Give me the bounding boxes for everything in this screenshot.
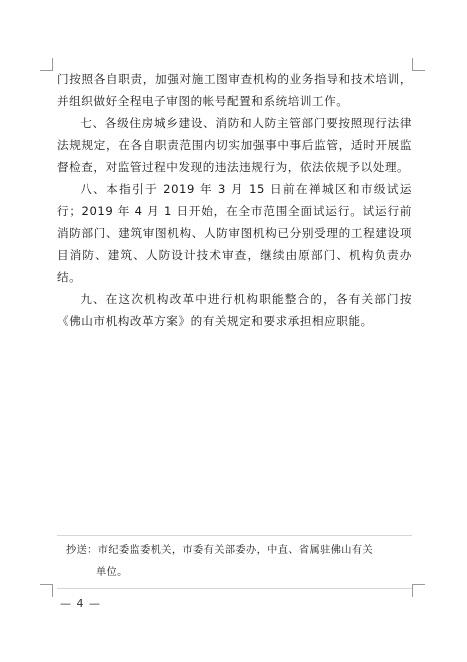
- paragraph-item-7: 七、各级住房城乡建设、消防和人防主管部门要按照现行法律法规规定，在各自职责范围内切实加强事中事后监管，适时开展监督检查，对监管过程中发现的违法违规行为，依法依规予以处理。: [57, 116, 412, 174]
- crop-mark-bottom-right: [412, 584, 425, 597]
- cc-section: [66, 540, 406, 584]
- cc-divider-top: [57, 535, 412, 536]
- cc-label: 抄送：: [66, 545, 98, 556]
- cc-recipients-line2: 单位。: [96, 567, 128, 578]
- page-number: — 4 —: [60, 597, 101, 610]
- paragraph-item-9: 九、在这次机构改革中进行机构职能整合的，各有关部门按《佛山市机构改革方案》的有关规定和要求承担相应职能。: [57, 292, 412, 328]
- crop-mark-top-right: [412, 58, 425, 71]
- cc-divider-bottom: [57, 588, 412, 589]
- paragraph-continuation: 门按照各自职责，加强对施工图审查机构的业务指导和技术培训，并组织做好全程电子审图的帐号配置和系统培训工作。: [57, 72, 412, 108]
- crop-mark-top-left: [40, 58, 53, 71]
- document-body: [57, 68, 412, 332]
- crop-mark-bottom-left: [40, 584, 53, 597]
- cc-recipients-line1: 市纪委监委机关，市委有关部委办，中直、省属驻佛山有关: [97, 545, 374, 556]
- paragraph-item-8: 八、本指引于 2019 年 3 月 15 日前在禅城区和市级试运行；2019 年 4 月 1 日开始，在全市范围全面试运行。试运行前消防部门、建筑审图机构、人防审图机构已分别受理的工程建设项目消防、建筑、人防设计技术审查，继续由原部门、机构负责办结。: [57, 182, 412, 284]
